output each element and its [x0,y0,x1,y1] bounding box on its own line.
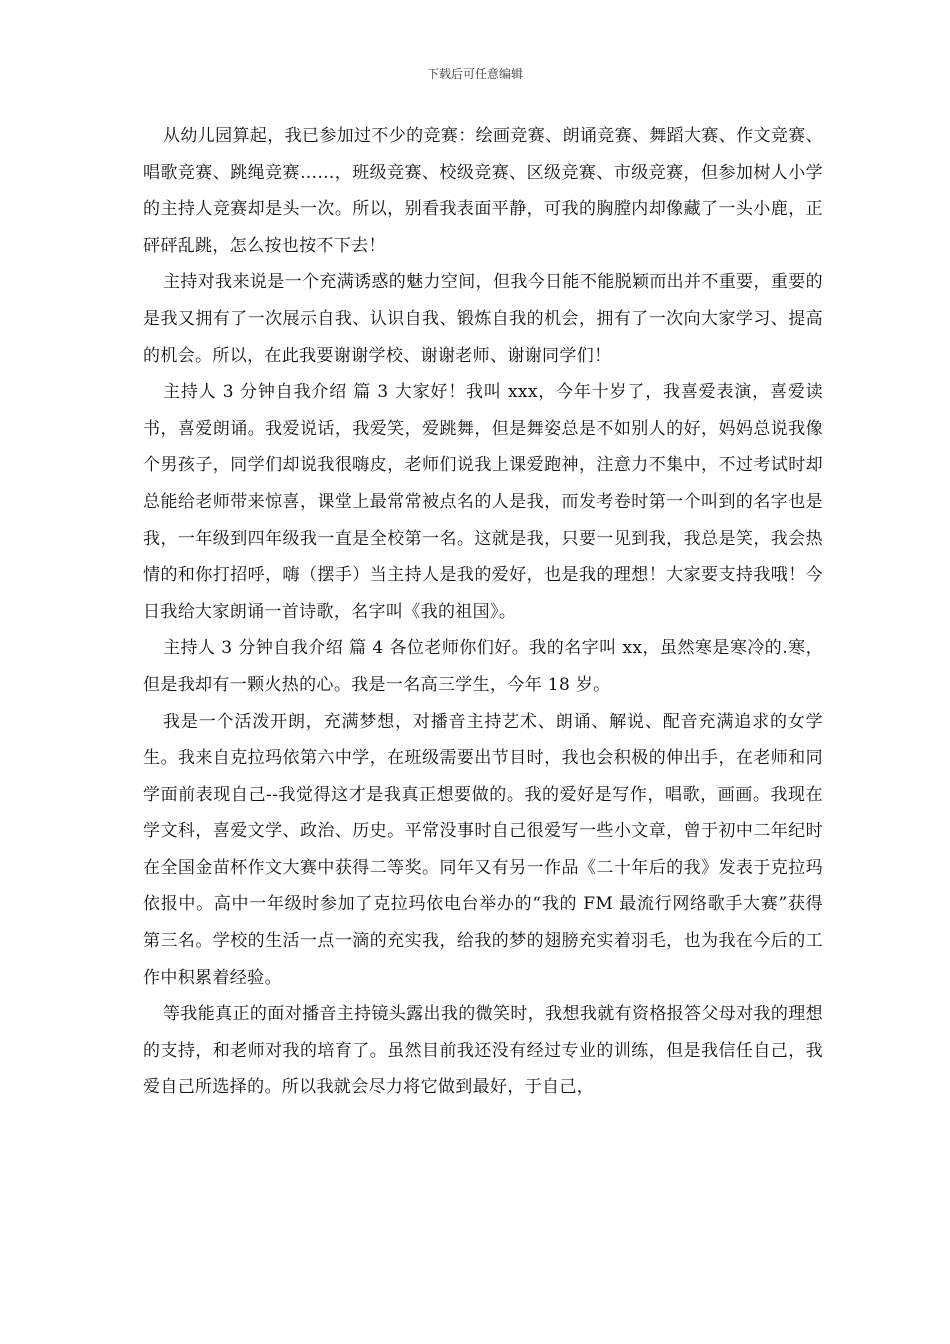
page-header: 下载后可任意编辑 [426,67,523,81]
document-body [143,118,823,1106]
paragraph-2: 主持对我来说是一个充满诱惑的魅力空间，但我今日能不能脱颖而出并不重要，重要的是我又拥有了一次展示自我、认识自我、锻炼自我的机会，拥有了一次向大家学习、提高的机会。所以，在此我要谢谢学校、谢谢老师、谢谢同学们！ [143,272,823,366]
paragraph-1: 从幼儿园算起，我已参加过不少的竞赛：绘画竞赛、朗诵竞赛、舞蹈大赛、作文竞赛、唱歌竞赛、跳绳竞赛……，班级竞赛、校级竞赛、区级竞赛、市级竞赛，但参加树人小学的主持人竞赛却是头一次。所以，别看我表面平静，可我的胸膛内却像藏了一头小鹿，正砰砰乱跳，怎么按也按不下去！ [143,126,823,256]
paragraph-6: 等我能真正的面对播音主持镜头露出我的微笑时，我想我就有资格报答父母对我的理想的支持，和老师对我的培育了。虽然目前我还没有经过专业的训练，但是我信任自己，我爱自己所选择的。所以我就会尽力将它做到最好，于自己， [143,1004,823,1098]
paragraph-3: 主持人 3 分钟自我介绍 篇 3 大家好！我叫 xxx，今年十岁了，我喜爱表演，喜爱读书，喜爱朗诵。我爱说话，我爱笑，爱跳舞，但是舞姿总是不如别人的好，妈妈总说我像个男孩子，同学们却说我很嗨皮，老师们说我上课爱跑神，注意力不集中，不过考试时却总能给老师带来惊喜，课堂上最常常被点名的人是我，而发考卷时第一个叫到的名字也是我，一年级到四年级我一直是全校第一名。这就是我，只要一见到我，我总是笑，我会热情的和你打招呼，嗨（摆手）当主持人是我的爱好，也是我的理想！大家要支持我哦！今日我给大家朗诵一首诗歌，名字叫《我的祖国》。 [143,382,823,622]
paragraph-5: 我是一个活泼开朗，充满梦想，对播音主持艺术、朗诵、解说、配音充满追求的女学生。我来自克拉玛依第六中学，在班级需要出节目时，我也会积极的伸出手，在老师和同学面前表现自己--我觉得这才是我真正想要做的。我的爱好是写作，唱歌，画画。我现在学文科，喜爱文学、政治、历史。平常没事时自己很爱写一些小文章，曾于初中二年纪时在全国金苗杯作文大赛中获得二等奖。同年又有另一作品《二十年后的我》发表于克拉玛依报中。高中一年级时参加了克拉玛依电台举办的“我的 FM 最流行网络歌手大赛”获得第三名。学校的生活一点一滴的充实我，给我的梦的翅膀充实着羽毛，也为我在今后的工作中积累着经验。 [143,711,823,988]
paragraph-4: 主持人 3 分钟自我介绍 篇 4 各位老师你们好。我的名字叫 xx，虽然寒是寒冷的.寒，但是我却有一颗火热的心。我是一名高三学生，今年 18 岁。 [143,638,823,695]
